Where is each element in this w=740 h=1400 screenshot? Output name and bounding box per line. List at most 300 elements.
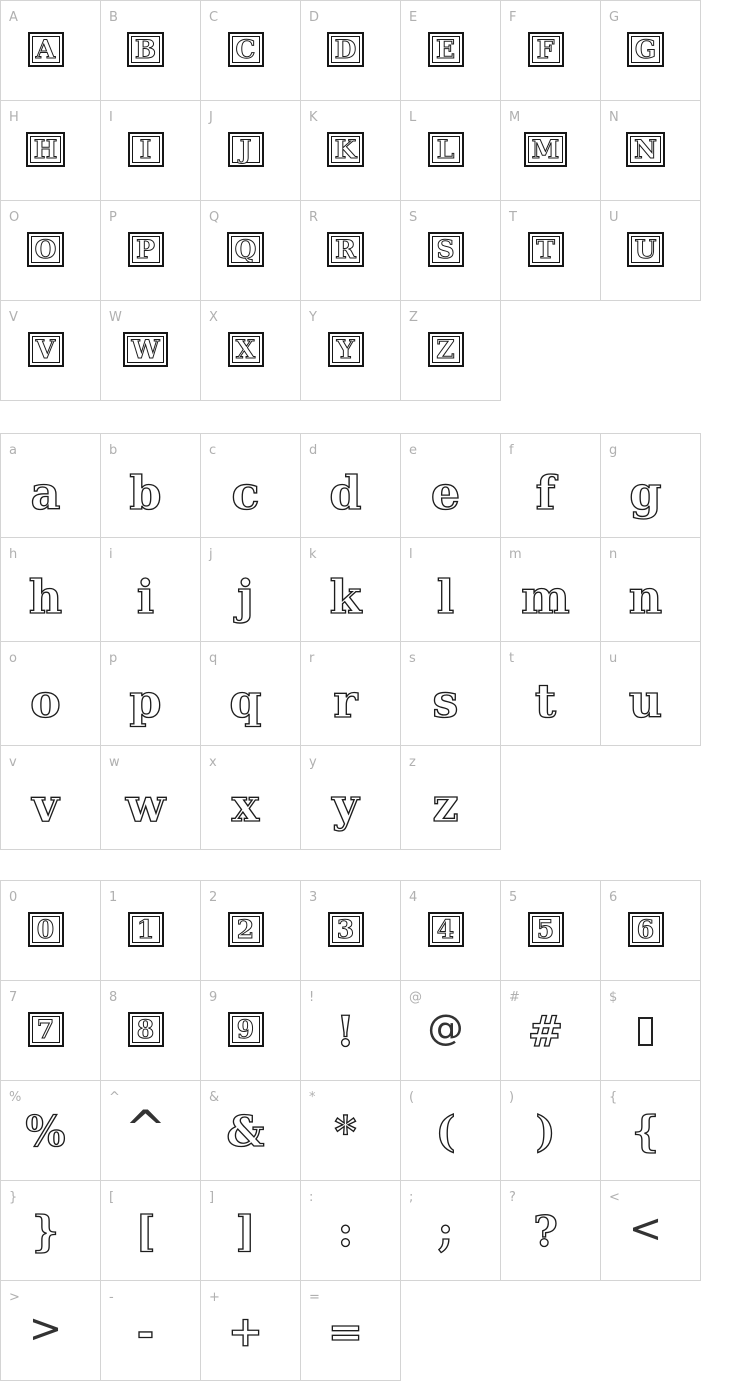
glyph-preview: } [31,1207,59,1256]
glyph-preview: C [235,35,256,64]
glyph-preview: e [430,466,461,520]
glyph-cell [1,201,101,301]
glyph-name-label: x [209,755,217,770]
glyph-area [501,434,600,537]
glyph-area [201,434,300,537]
glyph-frame [528,912,564,947]
glyph-preview: * [334,1107,357,1156]
glyph-area [201,101,300,200]
glyph-name-label: m [509,547,522,562]
glyph-area [1,1181,100,1280]
glyph-cell [401,301,501,401]
glyph-cell [101,642,201,746]
glyph-preview: M [531,135,560,164]
glyph-frame [128,232,164,267]
glyph-cell [601,981,701,1081]
glyph-frame-inner [32,36,60,63]
glyph-area [301,434,400,537]
glyph-cell [201,301,301,401]
glyph-frame [428,912,464,947]
glyph-name-label: K [309,110,318,125]
glyph-name-label: T [509,210,517,225]
glyph-name-label: a [9,443,17,458]
glyph-cell [101,981,201,1081]
glyph-name-label: w [109,755,120,770]
glyph-cell [401,642,501,746]
glyph-cell [401,1081,501,1181]
glyph-area [301,101,400,200]
glyph-cell [501,101,601,201]
glyph-frame-inner [127,336,163,363]
glyph-area [201,642,300,745]
glyph-cell [101,1281,201,1381]
glyph-cell [301,101,401,201]
glyph-frame-inner [232,916,260,943]
glyph-cell [101,101,201,201]
glyph-preview: ! [336,1007,355,1056]
glyph-name-label: u [609,651,618,666]
glyph-frame [627,232,665,267]
glyph-name-label: t [509,651,515,666]
glyph-frame [626,132,665,167]
glyph-frame [528,232,564,267]
glyph-area [201,981,300,1080]
glyph-name-label: g [609,443,618,458]
glyph-cell [501,201,601,301]
glyph-preview: 1 [136,915,155,944]
glyph-frame [128,912,164,947]
glyph-area [101,1181,200,1280]
glyph-cell [201,201,301,301]
glyph-frame [528,32,564,67]
glyph-area [301,981,400,1080]
glyph-frame [128,1012,164,1047]
glyph-area [1,1281,100,1380]
glyph-area [501,881,600,980]
glyph-name-label: { [609,1090,618,1105]
glyph-preview: H [33,135,58,164]
glyph-preview: : [337,1207,354,1256]
glyph-frame [428,232,464,267]
glyph-name-label: # [509,990,520,1005]
glyph-preview: g [629,466,662,520]
glyph-area [201,1081,300,1180]
glyph-cell [301,434,401,538]
glyph-frame-inner [632,916,660,943]
glyph-cell [301,1,401,101]
glyph-frame-inner [232,336,260,363]
glyph-preview: ] [235,1207,256,1256]
glyph-cell [301,881,401,981]
glyph-preview: X [235,335,256,364]
glyph-preview: N [634,135,657,164]
glyph-preview: A [35,35,56,64]
glyph-frame-inner [331,236,360,263]
glyph-area [401,1081,500,1180]
glyph-preview: D [334,35,357,64]
glyph-name-label: > [9,1290,20,1305]
glyph-frame-inner [432,236,460,263]
glyph-name-label: [ [109,1190,115,1205]
glyph-grid-digits-symbols [0,880,701,1381]
glyph-area [101,301,200,400]
glyph-cell [101,434,201,538]
glyph-cell [601,1,701,101]
glyph-cell [401,881,501,981]
glyph-name-label: O [9,210,20,225]
glyph-cell [1,746,101,850]
glyph-cell [101,1081,201,1181]
glyph-area [301,1,400,100]
glyph-area [301,201,400,300]
glyph-frame [127,32,164,67]
glyph-preview: < [628,1206,663,1252]
glyph-frame-inner [31,236,61,263]
glyph-frame-inner [30,136,62,163]
glyph-name-label: H [9,110,19,125]
glyph-preview: L [436,135,455,164]
glyph-cell [601,881,701,981]
glyph-preview: + [227,1307,264,1356]
glyph-area [101,642,200,745]
glyph-cell [501,1081,601,1181]
glyph-frame-inner [131,36,160,63]
glyph-preview: w [125,778,166,832]
missing-glyph-box-icon [638,1017,653,1046]
glyph-cell [1,434,101,538]
glyph-preview: ) [535,1107,556,1156]
glyph-frame-inner [528,136,564,163]
glyph-cell [601,1081,701,1181]
glyph-name-label: W [109,310,122,325]
glyph-cell [401,201,501,301]
glyph-cell [401,981,501,1081]
glyph-frame-inner [532,916,560,943]
glyph-frame [428,332,464,367]
glyph-name-label: e [409,443,417,458]
glyph-frame-inner [432,336,460,363]
glyph-name-label: h [9,547,18,562]
glyph-preview: h [28,570,63,624]
glyph-area [1,642,100,745]
glyph-area [1,201,100,300]
glyph-name-label: n [609,547,618,562]
glyph-frame-inner [132,136,160,163]
glyph-grid-uppercase [0,0,701,401]
glyph-frame [328,332,364,367]
glyph-cell [601,1181,701,1281]
glyph-area [101,746,200,849]
glyph-cell [201,642,301,746]
glyph-preview: 6 [636,915,655,944]
glyph-cell [1,101,101,201]
glyph-preview: U [634,235,657,264]
glyph-name-label: 9 [209,990,218,1005]
glyph-area [1,434,100,537]
glyph-cell [601,201,701,301]
glyph-frame-inner [232,36,260,63]
glyph-name-label: 7 [9,990,18,1005]
glyph-cell [401,101,501,201]
glyph-cell [501,1,601,101]
glyph-preview: @ [427,1008,464,1049]
glyph-frame-inner [532,236,560,263]
glyph-frame [327,32,365,67]
glyph-name-label: b [109,443,118,458]
glyph-frame-inner [331,36,361,63]
glyph-frame [28,912,64,947]
glyph-area [201,301,300,400]
glyph-area [601,981,700,1080]
glyph-name-label: q [209,651,218,666]
glyph-preview: 3 [336,915,355,944]
glyph-frame-inner [331,136,361,163]
glyph-preview: s [432,674,459,728]
glyph-cell [301,301,401,401]
glyph-cell [201,1081,301,1181]
glyph-frame-inner [232,136,260,163]
glyph-name-label: N [609,110,619,125]
glyph-area [201,538,300,641]
glyph-cell [501,1181,601,1281]
glyph-name-label: + [209,1290,220,1305]
glyph-frame-inner [631,36,660,63]
glyph-area [601,642,700,745]
glyph-frame [227,232,265,267]
glyph-frame-inner [231,236,261,263]
glyph-name-label: D [309,10,320,25]
glyph-cell [301,201,401,301]
glyph-preview: Q [234,235,257,264]
glyph-preview: S [436,235,455,264]
glyph-area [1,1,100,100]
glyph-frame [228,132,264,167]
glyph-preview: Z [436,335,455,364]
glyph-cell [401,434,501,538]
glyph-area [301,1081,400,1180]
glyph-name-label: @ [409,990,422,1005]
glyph-cell [1,1281,101,1381]
glyph-area [101,1081,200,1180]
glyph-area [401,434,500,537]
glyph-frame [123,332,167,367]
glyph-frame [28,1012,64,1047]
glyph-cell [301,981,401,1081]
glyph-name-label: J [209,110,213,125]
glyph-cell [601,642,701,746]
glyph-frame [228,32,264,67]
glyph-preview: [ [135,1207,156,1256]
glyph-cell [501,981,601,1081]
glyph-cell [501,434,601,538]
glyph-name-label: i [109,547,113,562]
glyph-preview: b [129,466,162,520]
glyph-frame-inner [432,36,460,63]
glyph-preview: J [239,135,252,164]
glyph-preview: P [136,235,155,264]
glyph-preview: v [32,778,59,832]
glyph-name-label: 0 [9,890,18,905]
glyph-cell [301,642,401,746]
glyph-cell [401,1,501,101]
glyph-name-label: 5 [509,890,518,905]
glyph-area [301,881,400,980]
glyph-name-label: ? [509,1190,516,1205]
glyph-area [101,101,200,200]
glyph-preview: V [35,335,56,364]
glyph-name-label: v [9,755,17,770]
glyph-area [401,881,500,980]
glyph-area [101,434,200,537]
glyph-preview: i [136,570,155,624]
glyph-area [501,642,600,745]
glyph-frame [28,332,64,367]
glyph-preview: 0 [36,915,55,944]
glyph-name-label: y [309,755,317,770]
glyph-area [201,1181,300,1280]
glyph-preview: T [536,235,555,264]
glyph-area [501,201,600,300]
glyph-area [1,746,100,849]
glyph-name-label: 8 [109,990,118,1005]
glyph-preview: 2 [236,915,255,944]
glyph-cell [201,881,301,981]
glyph-frame-inner [32,916,60,943]
glyph-cell [301,1281,401,1381]
glyph-area [101,1,200,100]
glyph-area [601,101,700,200]
glyph-name-label: I [109,110,113,125]
glyph-name-label: * [309,1090,316,1105]
glyph-area [401,301,500,400]
glyph-preview: r [333,674,358,728]
glyph-cell [101,881,201,981]
glyph-cell [1,881,101,981]
glyph-name-label: : [309,1190,314,1205]
glyph-preview: F [536,35,555,64]
glyph-preview: p [129,674,162,728]
glyph-cell [201,538,301,642]
glyph-frame-inner [32,1016,60,1043]
glyph-preview: = [327,1307,364,1356]
glyph-name-label: k [309,547,317,562]
glyph-area [101,981,200,1080]
glyph-area [401,101,500,200]
glyph-preview: % [25,1107,66,1156]
glyph-frame-inner [631,236,661,263]
glyph-name-label: s [409,651,416,666]
glyph-cell [601,101,701,201]
glyph-name-label: f [509,443,514,458]
glyph-area [401,746,500,849]
glyph-name-label: % [9,1090,22,1105]
glyph-name-label: E [409,10,418,25]
glyph-area [401,1,500,100]
glyph-area [401,201,500,300]
glyph-area [301,746,400,849]
glyph-area [201,1281,300,1380]
glyph-preview: 9 [236,1015,255,1044]
glyph-cell [101,746,201,850]
glyph-name-label: G [609,10,620,25]
glyph-preview: u [628,674,663,728]
glyph-area [1,1081,100,1180]
glyph-area [501,1181,600,1280]
glyph-preview: ( [435,1107,456,1156]
glyph-cell [501,538,601,642]
glyph-frame [27,232,65,267]
glyph-area [1,101,100,200]
glyph-area [301,1281,400,1380]
glyph-name-label: ^ [109,1090,120,1105]
glyph-preview: > [28,1306,63,1352]
glyph-name-label: p [109,651,118,666]
glyph-name-label: 1 [109,890,118,905]
glyph-area [601,1,700,100]
glyph-cell [201,101,301,201]
glyph-preview: j [237,570,254,624]
glyph-name-label: $ [609,990,618,1005]
glyph-area [601,201,700,300]
glyph-frame-inner [532,36,560,63]
glyph-preview: n [628,570,663,624]
glyph-name-label: S [409,210,418,225]
glyph-area [101,1281,200,1380]
glyph-name-label: F [509,10,517,25]
glyph-cell [101,201,201,301]
glyph-preview: 4 [436,915,455,944]
glyph-preview: o [30,674,61,728]
glyph-frame [228,912,264,947]
glyph-preview: E [435,35,456,64]
glyph-preview: c [231,466,260,520]
glyph-cell [401,538,501,642]
glyph-preview: m [521,570,570,624]
glyph-preview: G [634,35,657,64]
glyph-frame-inner [32,336,60,363]
glyph-frame [627,32,664,67]
glyph-cell [201,746,301,850]
glyph-name-label: P [109,210,117,225]
glyph-frame-inner [132,916,160,943]
glyph-frame-inner [432,916,460,943]
glyph-preview: 7 [36,1015,55,1044]
glyph-preview: x [231,778,260,832]
glyph-frame [628,912,664,947]
glyph-name-label: d [309,443,318,458]
glyph-name-label: A [9,10,18,25]
glyph-area [1,981,100,1080]
glyph-area [501,1,600,100]
glyph-name-label: l [409,547,413,562]
glyph-name-label: r [309,651,315,666]
glyph-frame-inner [432,136,460,163]
glyph-name-label: j [209,547,213,562]
glyph-area [1,301,100,400]
glyph-preview: z [432,778,459,832]
glyph-frame-inner [332,336,360,363]
glyph-preview: K [334,135,357,164]
glyph-grid-lowercase [0,433,701,850]
glyph-preview: ; [437,1207,454,1256]
glyph-name-label: ] [209,1190,215,1205]
glyph-name-label: C [209,10,219,25]
glyph-area [401,1181,500,1280]
glyph-cell [201,434,301,538]
glyph-area [101,538,200,641]
glyph-area [201,881,300,980]
glyph-cell [101,1,201,101]
